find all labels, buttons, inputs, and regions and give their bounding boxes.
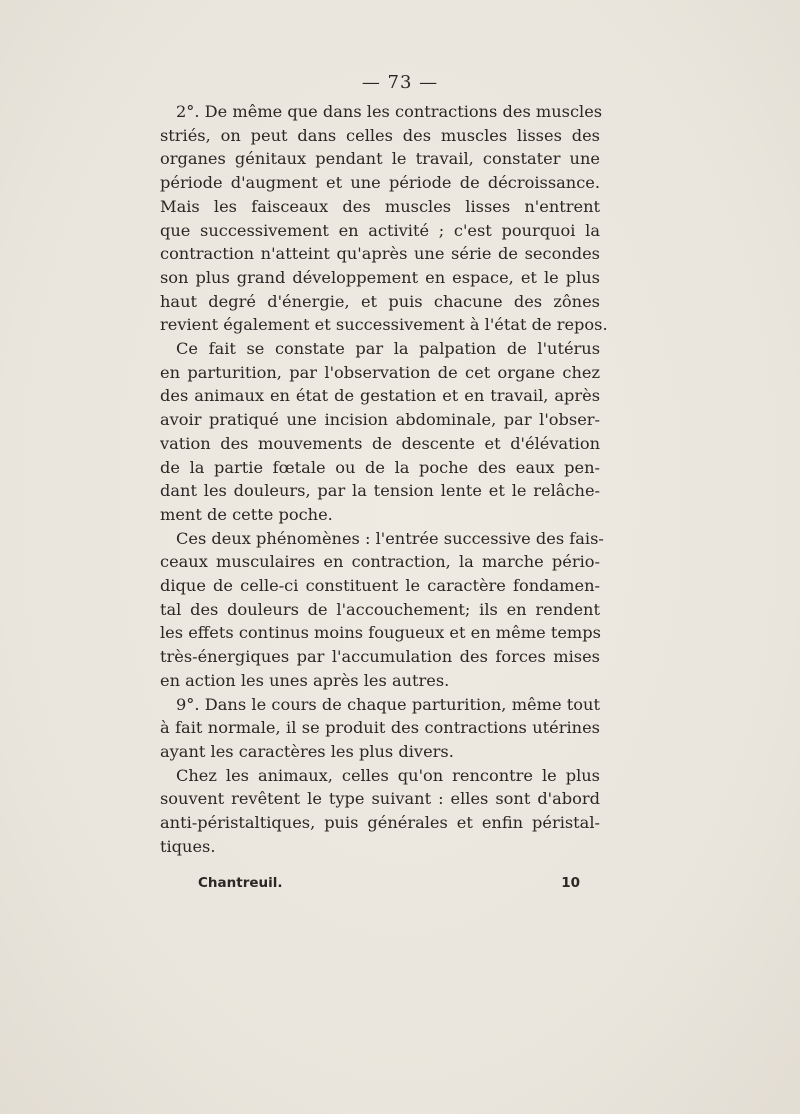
- text-line: tiques.: [160, 836, 216, 856]
- page-footer: [198, 875, 580, 891]
- text-line: à fait normale, il se produit des contractions utérines: [160, 718, 600, 738]
- page-number: — 73 —: [361, 72, 439, 93]
- text-line: dique de celle-ci constituent le caractère fondamen-: [160, 576, 600, 596]
- text-line: anti-péristaltiques, puis générales et enfin péristal-: [160, 813, 600, 833]
- signature-mark: Chantreuil.: [198, 875, 283, 891]
- text-line: organes génitaux pendant le travail, constater une: [160, 149, 600, 169]
- text-line: haut degré d'énergie, et puis chacune des zônes: [160, 291, 600, 311]
- text-line: de la partie fœtale ou de la poche des eaux pen-: [160, 457, 600, 477]
- sheet-number: 10: [561, 875, 580, 891]
- text-line: 2°. De même que dans les contractions des muscles: [176, 102, 603, 121]
- text-line: avoir pratiqué une incision abdominale, par l'obser-: [160, 410, 600, 430]
- text-line: son plus grand développement en espace, et le plus: [160, 267, 600, 287]
- text-line: vation des mouvements de descente et d'élévation: [160, 433, 600, 453]
- text-line: contraction n'atteint qu'après une série de secondes: [160, 244, 600, 264]
- text-line: striés, on peut dans celles des muscles lisses des: [160, 125, 600, 145]
- text-line: ayant les caractères les plus divers.: [160, 741, 454, 761]
- text-line: que successivement en activité ; c'est pourquoi la: [160, 220, 600, 240]
- text-line: souvent revêtent le type suivant : elles sont d'abord: [160, 789, 600, 809]
- text-line: Mais les faisceaux des muscles lisses n'entrent: [160, 196, 600, 216]
- text-line: Ces deux phénomènes : l'entrée successive des fais-: [176, 528, 604, 548]
- text-line: période d'augment et une période de décroissance.: [160, 173, 600, 193]
- text-line: très-énergiques par l'accumulation des forces mises: [160, 647, 600, 667]
- text-line: ceaux musculaires en contraction, la marche pério-: [160, 552, 600, 572]
- text-line: tal des douleurs de l'accouchement; ils en rendent: [160, 599, 600, 619]
- text-line: 9°. Dans le cours de chaque parturition, même tout: [176, 694, 600, 714]
- text-line: des animaux en état de gestation et en travail, après: [160, 386, 600, 406]
- text-line: en parturition, par l'observation de cet organe chez: [160, 362, 600, 382]
- text-line: en action les unes après les autres.: [160, 670, 450, 690]
- text-line: dant les douleurs, par la tension lente et le relâche-: [160, 481, 600, 501]
- text-line: les effets continus moins fougueux et en même temps: [160, 623, 601, 643]
- text-line: Chez les animaux, celles qu'on rencontre le plus: [176, 765, 600, 785]
- text-line: Ce fait se constate par la palpation de l'utérus: [176, 339, 600, 359]
- text-line: ment de cette poche.: [160, 504, 333, 524]
- body-text: [160, 100, 608, 859]
- text-line: revient également et successivement à l'état de repos.: [160, 315, 608, 335]
